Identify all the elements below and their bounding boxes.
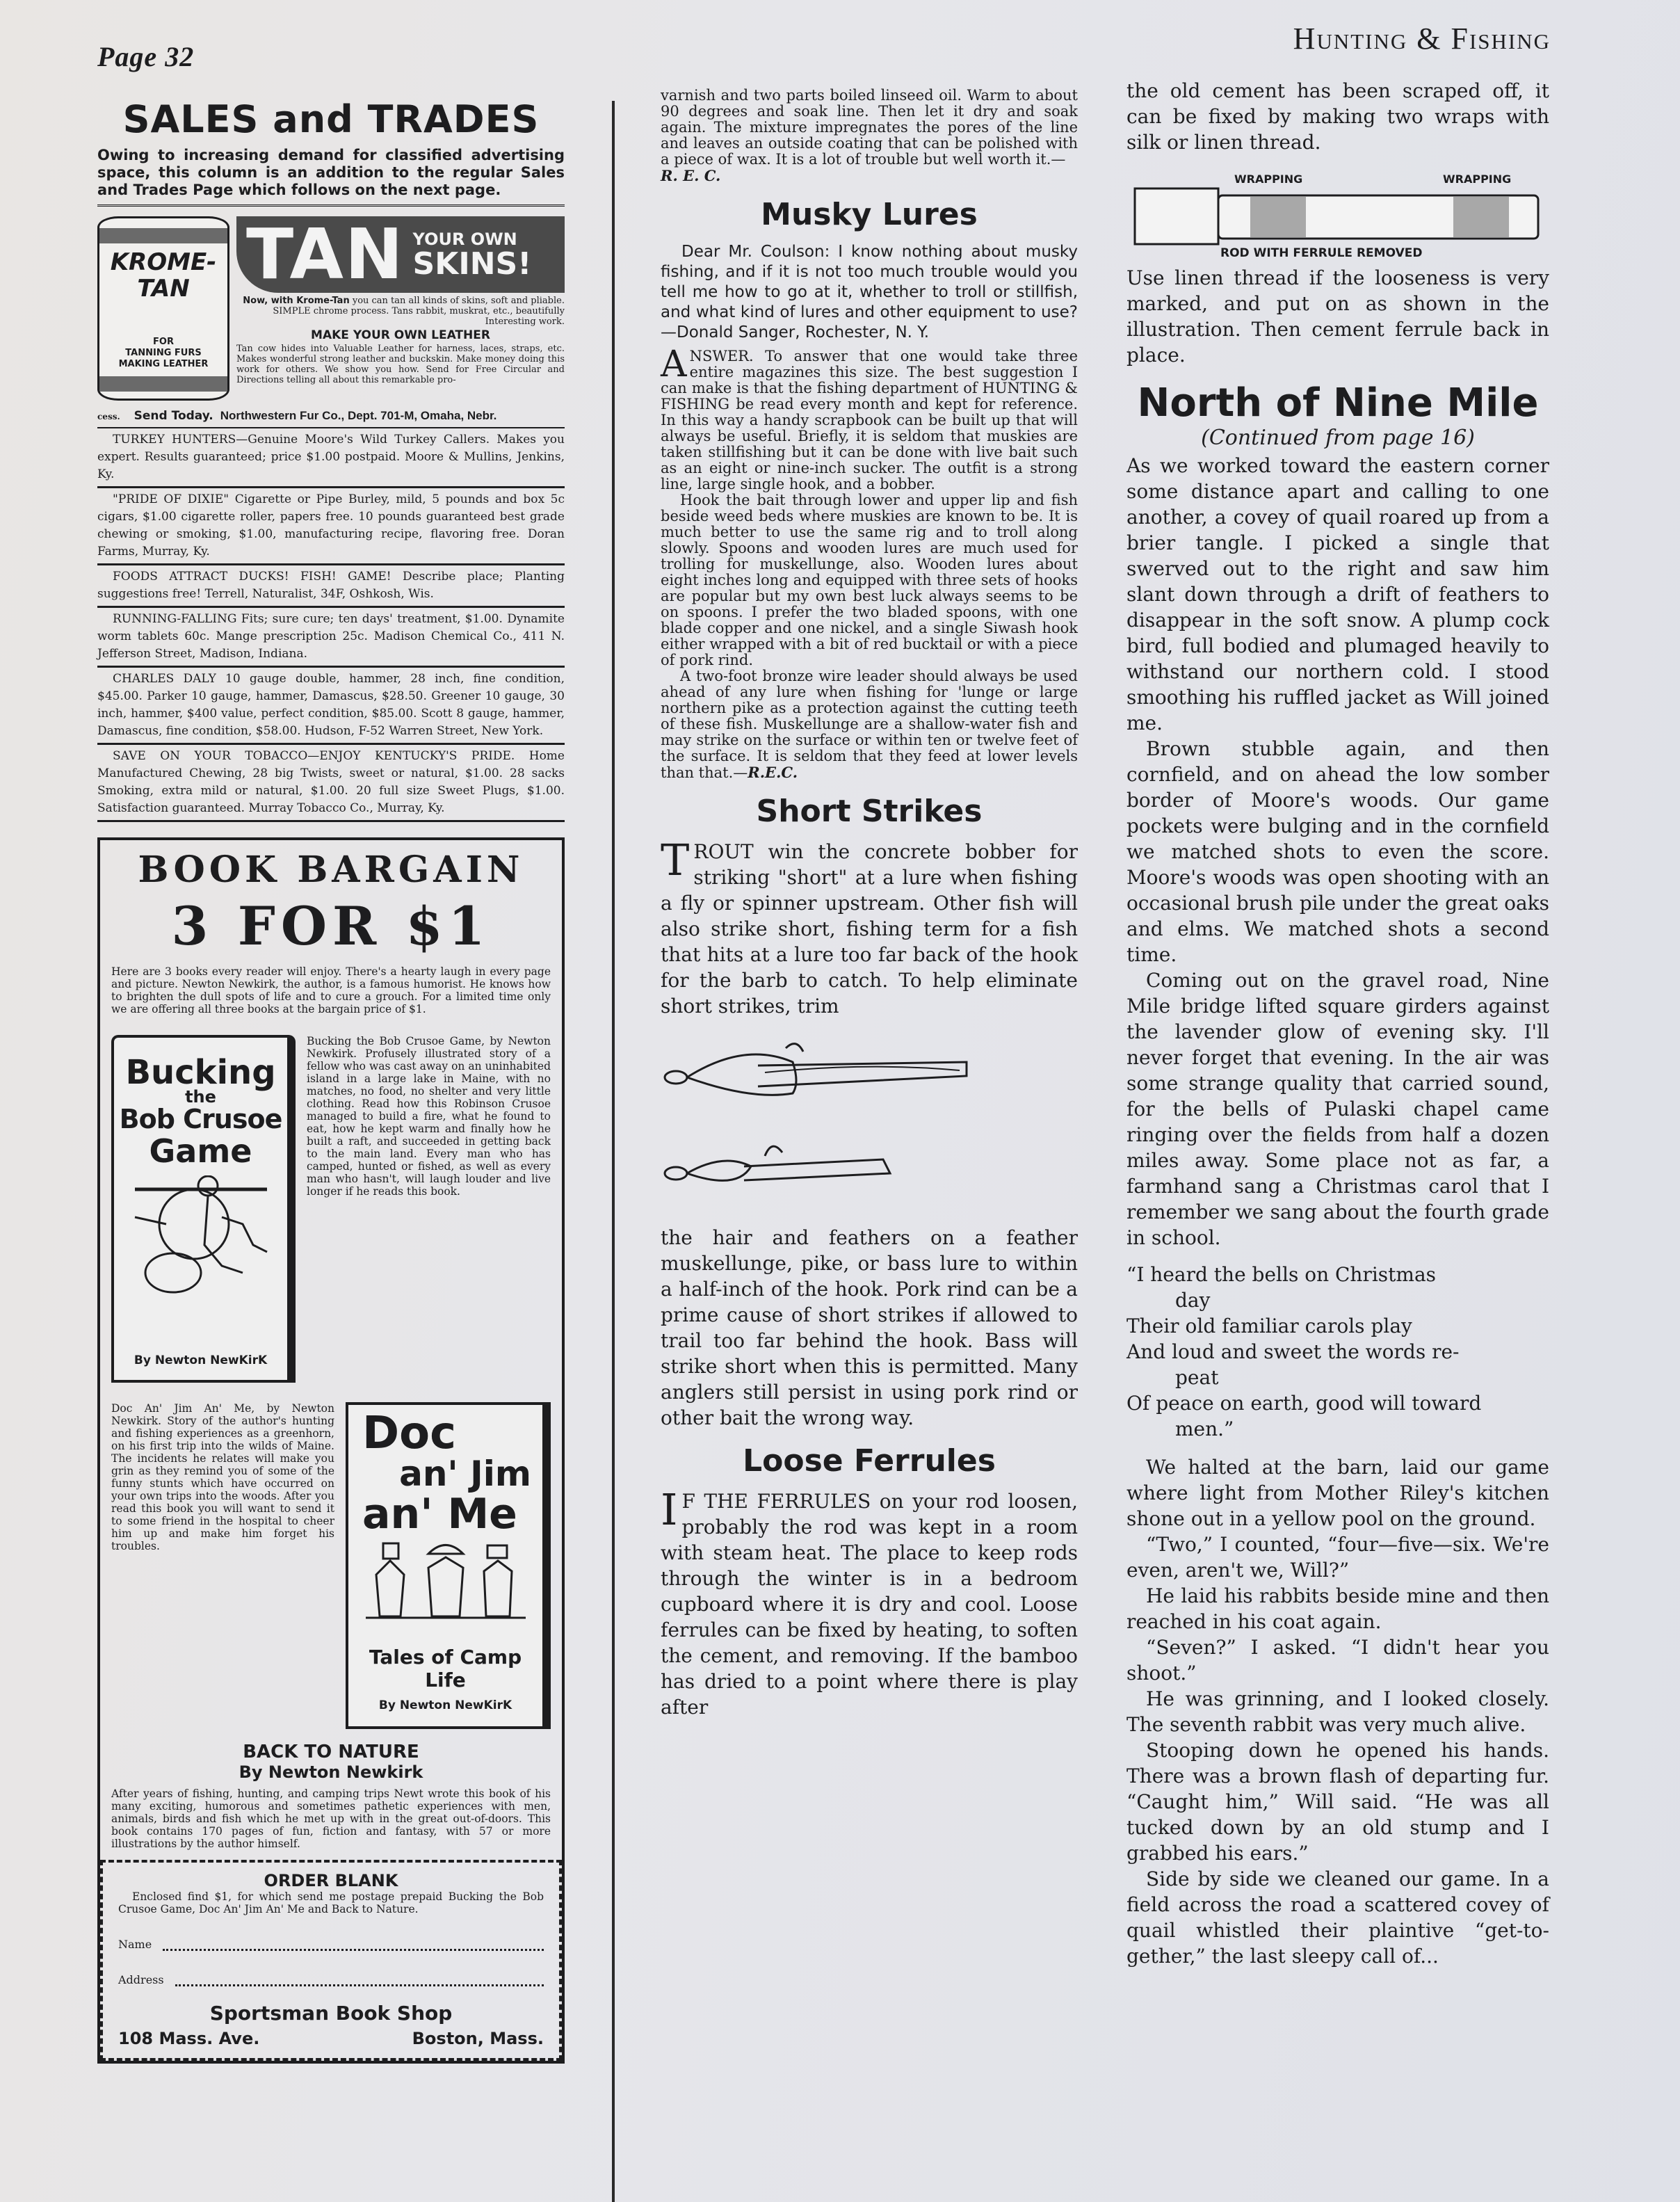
tan-ad-body: Now, with Krome-Tan you can tan all kinds of skins, soft and pliable. SIMPLE chrome process. Tans rabbit, muskrat, etc., beautifully Interesting work. <box>243 296 565 327</box>
order-blank-title: ORDER BLANK <box>264 1871 398 1890</box>
story-p6: He laid his rabbits beside mine and then reached in his coat again. <box>1126 1584 1549 1633</box>
krome-tan-ad <box>97 216 565 428</box>
address-label: Address <box>118 1973 164 1986</box>
continued-article-text: varnish and two parts boiled linseed oil. Warm to about 90 degrees and soak line. Then let it dry and soak again. The mixture impregnates the pores of the line and leaves an outside coating that can be polished with a piece of wax. It is a lot of trouble but well worth it.— R. E. C. <box>661 87 1078 184</box>
story-p10: Side by side we cleaned our game. In a field across the road a scattered covey of quail whistled their plaintive “get-to-gether,” the last sleepy call of... <box>1126 1867 1549 1968</box>
right-column <box>1126 78 1549 1969</box>
poem-line: And loud and sweet the words re- peat <box>1126 1340 1460 1389</box>
order-blank-text: Enclosed find $1, for which send me postage prepaid Bucking the Bob Crusoe Game, Doc An' Jim An' Me and Back to Nature. <box>118 1890 544 1915</box>
classified-ad: SAVE ON YOUR TOBACCO—ENJOY KENTUCKY'S PRIDE. Home Manufactured Chewing, 28 big Twists, sweet or natural, $1.00. 28 sacks Smoking, extra mild or natural, $1.00. 20 full size Sweet Plugs, $1.00. Satisfaction guaranteed. Murray Tobacco Co., Murray, Ky. <box>97 745 565 822</box>
book-1-description: Bucking the Bob Crusoe Game, by Newton Newkirk. Profusely illustrated story of a fellow who was cast away on an uninhabited island in a large lake in Maine, with no matches, no food, no shelter and very little clothing. Read how this Robinson Crusoe managed to build a fire, what he found to eat, how he kept warm and finally how he built a raft, and succeeded in getting back to the main land. Every man who has camped, hunted or fished, as well as every man who hasn't, will laugh louder and live longer if he reads this book. <box>307 1035 551 1198</box>
book-bargain-intro: Here are 3 books every reader will enjoy. There's a hearty laugh in every page and picture. Newton Newkirk, the author, is a famous humorist. He knows how to brighten the dull spots of life and to cure a grouch. For a limited time only we are offering all three books at the bargain price of $1. <box>111 965 551 1015</box>
classified-ad: CHARLES DALY 10 gauge double, hammer, 28 inch, fine condition, $45.00. Parker 10 gauge, hammer, Damascus, $28.50. Greener 10 gauge, 30 inch, hammer, $400 value, perfect condition, $85.00. Scott 8 gauge, hammer, Damascus, fine condition, $58.00. Hudson, F-52 Warren Street, New York. <box>97 668 565 745</box>
book-3-description: After years of fishing, hunting, and camping trips Newt wrote this book of his many exciting, humorous and sometimes pathetic experiences with men, animals, birds and fish which he met up with in the great out-of-doors. This book contains 170 pages of fun, fiction and fantasy, with 57 or more illustrations by the author himself. <box>111 1787 551 1850</box>
classified-ad: TURKEY HUNTERS—Genuine Moore's Wild Turkey Callers. Makes you expert. Results guaranteed; price $1.00 postpaid. Moore & Mullins, Jenkins, Ky. <box>97 428 565 488</box>
musky-letter: Dear Mr. Coulson: I know nothing about musky fishing, and if it is not too much trouble would you tell me how to go at it, whether to troll or stillfish, and what kind of lures and other equipment to use?—Donald Sanger, Rochester, N. Y. <box>661 243 1078 341</box>
story-p8: He was grinning, and I looked closely. The seventh rabbit was very much alive. <box>1126 1687 1549 1736</box>
name-label: Name <box>118 1938 152 1951</box>
classified-ad: FOODS ATTRACT DUCKS! FISH! GAME! Describe place; Planting suggestions free! Terrell, Naturalist, 34F, Oshkosh, Wis. <box>97 565 565 608</box>
classified-list <box>97 428 565 822</box>
column-divider <box>612 101 615 2202</box>
book-bargain-price: 3 FOR $1 <box>171 895 491 957</box>
classified-ad: "PRIDE OF DIXIE" Cigarette or Pipe Burley, mild, 5 pounds and box 5c cigars, $1.00 cigarette roller, papers free. 10 pounds guaranteed best grade chewing or smoking, $1.00, manufacturing recipe, flavoring free. Doran Farms, Murray, Ky. <box>97 488 565 565</box>
order-blank-coupon[interactable] <box>100 1860 562 2061</box>
story-p7: “Seven?” I asked. “I didn't hear you shoot.” <box>1126 1636 1549 1685</box>
poem-line: Their old familiar carols play <box>1126 1315 1412 1337</box>
book-cover-doc-jim-me: Doc an' Jim an' Me Tales of Camp Life By Newton NewKirK <box>346 1402 551 1729</box>
loose-ferrules-heading: Loose Ferrules <box>743 1443 996 1479</box>
short-strikes-p1: TROUT win the concrete bobber for striking "short" at a lure when fishing a fly or spinner upstream. Other fish will also strike short, fishing term for a fish that hits at a lure too far back of the hook for the barb to catch. To help eliminate short strikes, trim <box>661 835 1078 1018</box>
book-2-description: Doc An' Jim An' Me, by Newton Newkirk. Story of the author's hunting and fishing experiences as a greenhorn, on his first trip into the wilds of Maine. The incidents he relates will make you grin as they remind you of some of the funny stunts which have occurred on your own trips into the woods. After you read this book you will want to send it to some friend in the hospital to cheer him up and make him forget his troubles. <box>111 1402 334 1552</box>
story-p1: As we worked toward the eastern corner some distance apart and calling to one another, a covey of quail roared up from a brier tangle. I picked a single that swerved out to the right and saw him slant down through a drift of feathers to disappear in the soft snow. A plump cock bird, full bodied and plumaged heavily to withstand our northern cold. I stood smoothing his ruffled jacket as Will joined me. <box>1126 454 1549 734</box>
book-bargain-ad <box>97 837 565 2064</box>
lure-illustration-icon <box>661 1034 987 1215</box>
book-bargain-title: BOOK BARGAIN <box>138 849 524 891</box>
svg-text:ROD WITH FERRULE REMOVED: ROD WITH FERRULE REMOVED <box>1220 246 1423 258</box>
address-blank-line[interactable] <box>175 1978 544 1986</box>
svg-text:WRAPPING: WRAPPING <box>1443 172 1512 186</box>
classified-ad: RUNNING-FALLING Fits; sure cure; ten days' treatment, $1.00. Dynamite worm tablets 60c. Mange prescription 25c. Madison Chemical Co., 411 N. Jefferson Street, Madison, Indiana. <box>97 608 565 668</box>
story-p2: Brown stubble again, and then cornfield, and on ahead the low somber border of Moore's woods. Our game pockets were bulging and in the cornfield we matched shots to even the score. Moore's woods was open shooting with an occasional brush pile under the great oaks and elms. We matched shots a second time. <box>1126 737 1549 966</box>
ferrules-after-figure: Use linen thread if the looseness is very marked, and put on as shown in the illustration. Then cement ferrule back in place. <box>1126 266 1549 367</box>
tan-headline-banner: TAN YOUR OWN SKINS! <box>236 216 565 293</box>
shop-name: Sportsman Book Shop <box>209 2002 453 2025</box>
short-strikes-heading: Short Strikes <box>756 794 983 829</box>
sales-trades-intro: Owing to increasing demand for classified advertising space, this column is an addition to the regular Sales and Trades Page which follows on the next page. <box>97 147 565 207</box>
left-column <box>97 97 565 2064</box>
middle-column <box>661 88 1078 1720</box>
carol-poem <box>1126 1262 1549 1442</box>
book-1 <box>111 1035 551 1383</box>
svg-text:WRAPPING: WRAPPING <box>1234 172 1303 186</box>
story-p4: We halted at the barn, laid our game where light from Mother Riley's kitchen shone out in a yellow pool on the ground. <box>1126 1456 1549 1530</box>
order-address-field[interactable] <box>118 1973 544 1986</box>
shop-address: 108 Mass. Ave. Boston, Mass. <box>118 2029 544 2048</box>
musky-answer-p1: ANSWER. To answer that one would take three entire magazines this size. The best suggestion I can make is that the fishing department of HUNTING & FISHING be read every month and kept for reference. In this way a handy scrapbook can be built up that will always be useful. Briefly, it is seldom that muskies are taken stillfishing but it can be done with live bait such as an eight or nine-inch sucker. The outfit is a strong line, large single hook, and a bobber. <box>661 344 1078 492</box>
can-brand: KROME- TAN <box>110 248 217 303</box>
story-p9: Stooping down he opened his hands. There was a brown flash of departing fur. “Caught him,” Will said. “He was all tucked down by an old stump and I grabbed his ears.” <box>1126 1739 1549 1865</box>
story-continued-note: (Continued from page 16) <box>1201 426 1475 450</box>
book-2 <box>111 1402 551 1729</box>
sales-trades-title: SALES and TRADES <box>122 97 540 141</box>
campers-illustration-icon <box>362 1540 529 1623</box>
short-strikes-p2: the hair and feathers on a feather muskellunge, pike, or bass lure to within a half-inch of the hook. Pork rind can be a prime cause of short strikes if allowed to trail too far behind the hook. Bass will strike short when this is permitted. Many anglers still persist in using pork rind or other bait the wrong way. <box>661 1226 1078 1429</box>
name-blank-line[interactable] <box>163 1943 544 1951</box>
musky-lures-heading: Musky Lures <box>761 197 978 232</box>
rod-ferrule-diagram-icon <box>1126 168 1549 258</box>
order-name-field[interactable] <box>118 1938 544 1951</box>
story-p5: “Two,” I counted, “four—five—six. We're even, aren't we, Will?” <box>1126 1533 1549 1582</box>
poem-line: Of peace on earth, good will toward men.” <box>1126 1392 1482 1440</box>
tan-ad-body2: Tan cow hides into Valuable Leather for harness, laces, straps, etc. Makes wonderful strong leather and buckskin. Make money doing this work for others. We show you how. Send for Free Circular and Directions telling all about this remarkable pro- <box>236 344 565 385</box>
krome-tan-can-illustration <box>97 216 229 401</box>
book-3-author: By Newton Newkirk <box>239 1762 423 1782</box>
musky-answer-p2: Hook the bait through lower and upper lip and fish beside weed beds where muskies are known to be. It is much better to use the same rig and to troll along slowly. Spoons and wooden lures are much used for trolling for muskellunge, also. Wooden lures about eight inches long and equipped with three sets of hooks are popular but my own best luck always seems to be on spoons. I prefer the two bladed spoons, with one blade copper and one nickel, and a single Siwash hook either wrapped with a bit of red bucktail or with a piece of pork rind. <box>661 492 1078 668</box>
tan-ad-footer: cess. Send Today. Northwestern Fur Co., Dept. 701-M, Omaha, Nebr. <box>97 409 497 423</box>
story-title: North of Nine Mile <box>1137 380 1539 426</box>
loose-ferrules-p1: IF THE FERRULES on your rod loosen, probably the rod was kept in a room with steam heat. The place to keep rods through the winter is in a bedroom cupboard where it is dry and cool. Loose ferrules can be fixed by heating, to soften the cement, and removing. If the bamboo has dried to a point where there is play after <box>661 1484 1078 1719</box>
page-number: Page 32 <box>97 41 195 72</box>
castaway-illustration-icon <box>131 1175 270 1294</box>
book-cover-crusoe: Bucking the Bob Crusoe Game By Newton NewKirK <box>111 1035 296 1383</box>
musky-answer-p3: A two-foot bronze wire leader should always be used ahead of any lure when fishing for 'lunge or large northern pike as a protection against the cutting teeth of these fish. Muskellunge are a shallow-water fish and may strike on the surface or within ten or twelve feet of the surface. It is seldom that they feed at lower levels than that.—R.E.C. <box>661 668 1078 781</box>
ferrules-continued-text: the old cement has been scraped off, it can be fixed by making two wraps with silk or linen thread. <box>1126 79 1549 154</box>
tan-ad-subhead: MAKE YOUR OWN LEATHER <box>311 328 490 342</box>
book-3-title: BACK TO NATURE <box>243 1742 419 1762</box>
running-head: Hunting & Fishing <box>1293 22 1551 56</box>
poem-line: “I heard the bells on Christmas day <box>1126 1263 1437 1312</box>
story-p3: Coming out on the gravel road, Nine Mile bridge lifted square girders against the lavender glow of evening sky. I'll never forget that evening. In the air was some strange quality that carried sound, for the bells of Pulaski chapel came ringing over the fields from half a dozen miles away. Some place not as far, a farmhand sang a Christmas carol that I remember we sang about the fourth grade in school. <box>1126 969 1549 1249</box>
can-label: FOR TANNING FURS MAKING LEATHER <box>118 337 209 369</box>
